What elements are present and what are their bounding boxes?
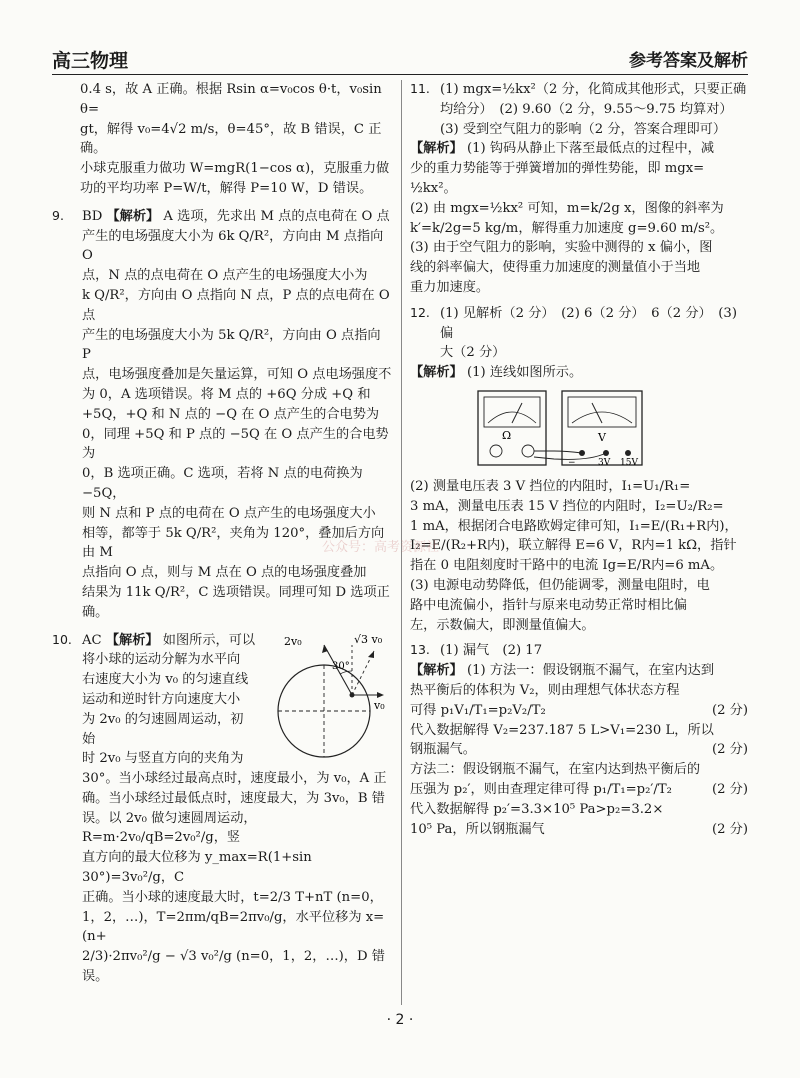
label-2v0: 2v₀ [284,634,302,648]
text-line: 代入数据解得 p₂′=3.3×10⁵ Pa>p₂=3.2× [410,801,664,817]
text-line: A 选项，先求出 M 点的点电荷在 O 点 [163,208,390,224]
text-line: 线的斜率偏大，使得重力加速度的测量值小于当地 [410,260,701,276]
text-line: 产生的电场强度大小为 5k Q/R²，方向由 O 点指向 P [82,327,381,363]
page-header [52,44,748,75]
ohm-label: Ω [502,428,512,442]
terminal-15v: 15V [620,457,638,468]
text-line: (3) 电源电动势降低，但仍能调零，测量电阻时，电 [410,577,710,593]
text-line: (3) 由于空气阻力的影响，实验中测得的 x 偏小，图 [410,240,713,256]
analysis-tag: 【解析】 [106,208,160,224]
text-line: 路中电流偏小，指针与原来电动势正常时相比偏 [410,597,687,613]
text-line: 点，N 点的点电荷在 O 点产生的电场强度大小为 [82,268,368,284]
score-note: (2 分) [711,821,748,837]
circular-motion-figure [262,631,392,759]
score-note: (2 分) [711,742,748,758]
text-line: 0，同理 +5Q 和 P 点的 −5Q 在 O 点产生的合电势为 [82,426,389,462]
question-9 [52,207,392,623]
question-number: 11. [410,81,430,96]
continued-solution [80,80,392,199]
text-line: 产生的电场强度大小为 6k Q/R²，方向由 M 点指向 O [82,228,384,264]
text-line: 0.4 s，故 A 正确。根据 Rsin α=v₀cos θ·t，v₀sin θ= [80,82,382,117]
text-line: 右速度大小为 v₀ 的匀速直线 [82,672,249,688]
label-v0: v₀ [374,698,385,712]
score-note: (2 分) [711,702,748,718]
question-number: 12. [410,304,430,320]
text-line: 结果为 11k Q/R²，C 选项错误。同理可知 D 选项正确。 [82,584,390,620]
scored-line: 可得 p₁V₁/T₁=p₂V₂/T₂ (2 分) [410,701,748,721]
text-line: 2/3)·2πv₀²/g − √3 v₀²/g (n=0，1，2，…)，D 错误。 [82,949,385,985]
text-line: 直方向的最大位移为 y_max=R(1+sin 30°)=3v₀²/g，C [82,850,312,886]
text-line: 重力加速度。 [410,279,490,295]
text-line: k Q/R²，方向由 O 点指向 N 点，P 点的点电荷在 O 点 [82,287,390,323]
text-line: 3 mA，测量电压表 15 V 挡位的内阻时，I₂=U₂/R₂= [410,498,724,514]
watermark-text: 公众号：高考资源社 [322,540,440,555]
text-line: 小球克服重力做功 W=mgR(1−cos α)，克服重力做 [80,161,390,177]
analysis-tag: 【解析】 [410,663,463,679]
answer-line: (1) 见解析（2 分） (2) 6（2 分） 6（2 分） (3) 偏 [440,305,737,341]
text-line: 为 2v₀ 的匀速圆周运动，初始 [82,711,244,747]
text-line: 运动和逆时针方向速度大小 [82,691,241,707]
text-line: I₂=E/(R₂+R内)，联立解得 E=6 V，R内=1 kΩ，指针 [410,538,737,554]
terminal-3v: 3V [598,457,611,468]
answer-line: (1) 漏气 (2) 17 [440,643,543,659]
question-10 [52,631,392,987]
text-line: k′=k/2g=5 kg/m，解得重力加速度 g=9.60 m/s²。 [410,220,724,236]
right-column [410,80,748,844]
text-line: ½kx²。 [410,180,457,196]
text-line: 误。以 2v₀ 做匀速圆周运动，R=m·2v₀/qB=2v₀²/g，竖 [82,810,257,846]
text-line: 左，示数偏大，即测量值偏大。 [410,617,595,633]
text-line: 热平衡后的体积为 V₂，则由理想气体状态方程 [410,682,680,698]
text-line: 1 mA，根据闭合电路欧姆定律可知，I₁=E/(R₁+R内)， [410,518,738,534]
text-line: (2) 测量电压表 3 V 挡位的内阻时，I₁=U₁/R₁= [410,478,691,494]
terminal-minus: − [568,457,576,468]
text-line: 如图所示，可以 [162,632,256,648]
text-line: gt，解得 v₀=4√2 m/s，θ=45°，故 B 错误，C 正确。 [80,121,382,157]
circuit-wiring-figure [470,387,650,473]
volt-label: V [598,430,606,444]
answer-line: (1) mgx=½kx²（2 分，化简成其他形式，只要正确 [440,82,747,97]
scored-line: 10⁵ Pa，所以钢瓶漏气 (2 分) [410,820,748,840]
text-line: +5Q，+Q 和 N 点的 −Q 在 O 点产生的合电势为 [82,406,380,422]
text-line: 少的重力势能等于弹簧增加的弹性势能，即 mgx= [410,161,705,177]
text-line: (1) 方法一：假设钢瓶不漏气，在室内达到 [466,663,715,679]
answer-line: 均给分） (2) 9.60（2 分，9.55～9.75 均算对） [440,101,733,117]
text-line: 点指向 O 点，则与 M 点在 O 点的电场强度叠加 [82,565,367,581]
text-line: 指在 0 电阻刻度时干路中的电流 Ig=E/R内=6 mA。 [410,558,724,574]
scored-line: 钢瓶漏气。 (2 分) [410,740,748,760]
page-number: · 2 · [386,1012,414,1028]
question-number: 10. [52,631,72,647]
text-line: 为 0，A 选项错误。将 M 点的 +6Q 分成 +Q 和 [82,386,371,402]
text-line: 则 N 点和 P 点的电荷在 O 点产生的电场强度大小 [82,505,376,521]
text-line: 正确。当小球的速度最大时，t=2/3 T+nT (n=0， [82,889,383,905]
text-line: 时 2v₀ 与竖直方向的夹角为 [82,751,244,767]
analysis-tag: 【解析】 [410,141,463,157]
text-line: 功的平均功率 P=W/t，解得 P=10 W，D 错误。 [80,180,373,196]
section-title: 参考答案及解析 [629,51,748,71]
answer-key: BD [82,208,103,224]
score-note: (2 分) [711,781,748,797]
answer-key: AC [82,632,102,648]
analysis-tag: 【解析】 [105,632,159,648]
text-line: 相等，都等于 5k Q/R²，夹角为 120°，叠加后方向由 M [82,525,385,561]
text-line: 方法二：假设钢瓶不漏气，在室内达到热平衡后的 [410,762,701,778]
answer-line: 大（2 分） [440,345,506,361]
text-line: (1) 钩码从静止下落至最低点的过程中，减 [466,141,715,157]
text-line: 点，电场强度叠加是矢量运算，可知 O 点电场强度不 [82,367,392,383]
text-line: 代入数据解得 V₂=237.187 5 L>V₁=230 L，所以 [410,722,714,738]
scored-line: 压强为 p₂′，则由查理定律可得 p₁/T₁=p₂′/T₂ (2 分) [410,780,748,800]
text-line: 将小球的运动分解为水平向 [82,652,241,668]
text-line: 0，B 选项正确。C 选项，若将 N 点的电荷换为 −5Q， [82,466,363,501]
text-line: 1，2，…)，T=2πm/qB=2πv₀/g，水平位移为 x=(n+ [82,909,385,945]
question-number: 9. [52,207,64,223]
text-line: 30°。当小球经过最高点时，速度最小，为 v₀，A 正 [82,771,387,787]
text-line: (2) 由 mgx=½kx² 可知，m=k/2g x，图像的斜率为 [410,200,724,216]
question-12 [410,304,748,636]
subject-label: 高三物理 [52,50,129,72]
analysis-tag: 【解析】 [410,365,463,381]
question-13 [410,641,748,839]
text-line: (1) 连线如图所示。 [466,365,583,381]
label-sqrt3-v0: √3 v₀ [354,632,383,646]
question-number: 13. [410,642,430,658]
question-11 [410,80,748,298]
label-angle: 30° [332,660,350,672]
text-line: 确。当小球经过最低点时，速度最大，为 3v₀，B 错 [82,790,385,806]
answer-line: (3) 受到空气阻力的影响（2 分，答案合理即可） [440,121,727,137]
